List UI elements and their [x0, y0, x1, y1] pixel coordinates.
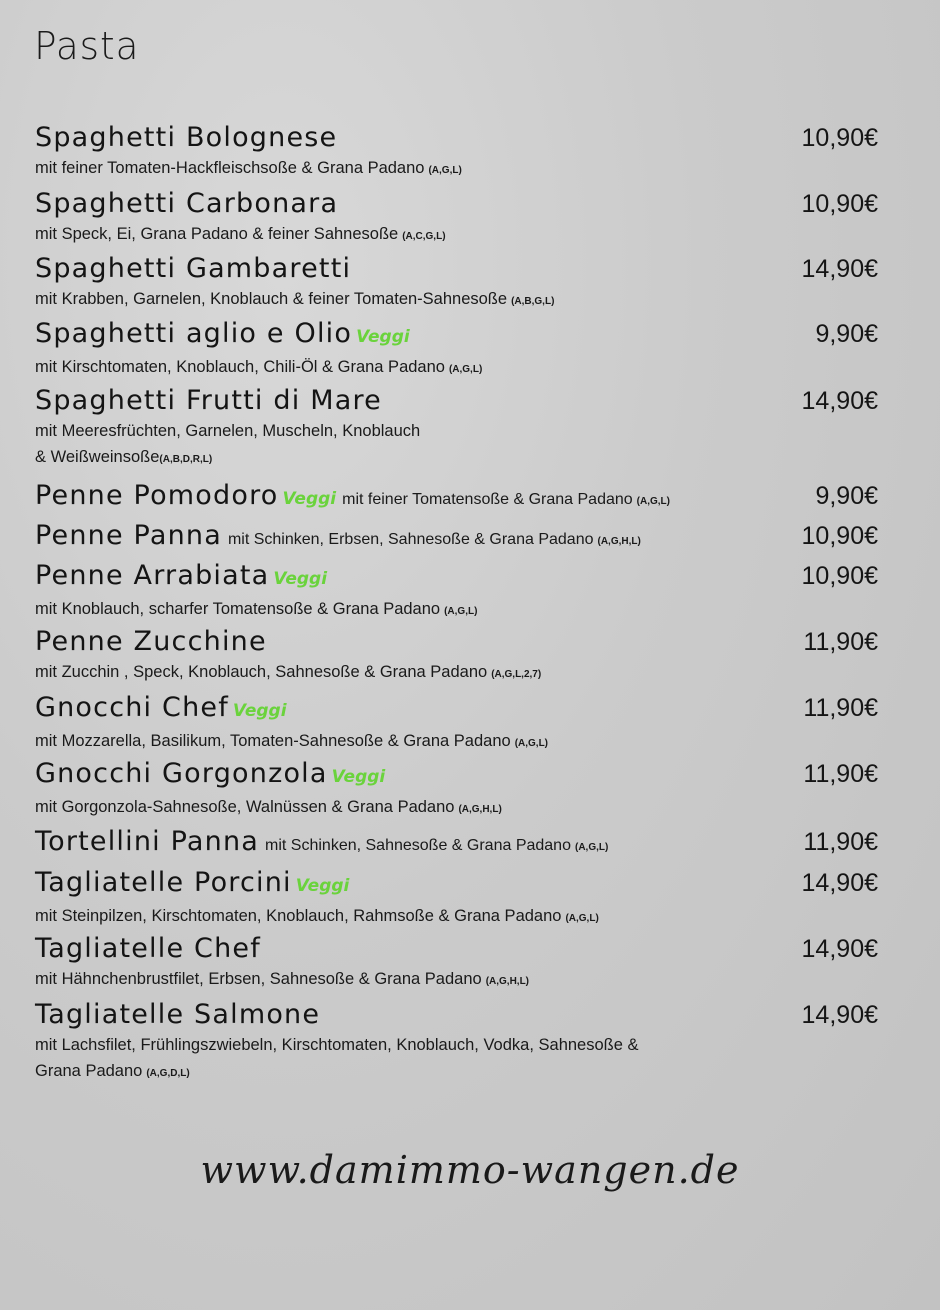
allergen-codes: (A,G,H,L): [458, 804, 502, 815]
allergen-codes: (A,C,G,L): [402, 231, 446, 242]
item-description: mit Schinken, Sahnesoße & Grana Padano: [265, 837, 571, 854]
veggi-badge: Veggi: [295, 876, 350, 896]
desc-text: mit Knoblauch, scharfer Tomatensoße & Grana Padano: [35, 600, 441, 618]
item-name: Tagliatelle Chef: [35, 933, 261, 964]
item-name: [35, 519, 880, 559]
allergen-codes: (A,G,L,2,7): [491, 669, 542, 680]
item-name: [35, 317, 880, 354]
desc-text: mit Krabben, Garnelen, Knoblauch & feiner Tomaten-Sahnesoße: [35, 290, 508, 308]
page-title: Pasta: [34, 24, 140, 68]
menu-item: [35, 252, 880, 315]
veggi-badge: Veggi: [232, 701, 287, 721]
item-price: 9,90€: [815, 320, 878, 348]
item-description: [35, 794, 880, 823]
allergen-codes: (A,G,L): [565, 913, 599, 924]
allergen-codes: (A,G,D,L): [146, 1068, 190, 1079]
menu-item: [35, 625, 880, 688]
item-name-text: Spaghetti aglio e Olio: [35, 318, 353, 349]
item-description: [35, 221, 880, 250]
desc-text: mit Zucchin , Speck, Knoblauch, Sahnesoße & Grana Padano: [35, 663, 488, 681]
veggi-badge: Veggi: [331, 767, 386, 787]
item-name: Spaghetti Frutti di Mare: [35, 385, 382, 416]
menu-item: [35, 757, 880, 823]
desc-text: mit feiner Tomaten-Hackfleischsoße & Grana Padano: [35, 159, 425, 177]
item-price: 11,90€: [803, 760, 878, 788]
allergen-codes: (A,G,H,L): [597, 536, 641, 547]
item-price: 14,90€: [801, 935, 878, 963]
desc-text: mit Gorgonzola-Sahnesoße, Walnüssen & Grana Padano: [35, 798, 455, 816]
item-name: Tagliatelle Salmone: [35, 999, 321, 1030]
item-description: [35, 966, 880, 995]
item-price: 10,90€: [801, 190, 878, 218]
item-description-line2: [35, 1058, 880, 1087]
item-name: Spaghetti Carbonara: [35, 188, 339, 219]
item-name-text: Penne Panna: [35, 520, 222, 551]
item-name-text: Penne Pomodoro: [35, 480, 279, 511]
allergen-codes: (A,G,L): [514, 738, 549, 749]
item-price: 11,90€: [803, 628, 878, 656]
allergen-codes: (A,G,L): [448, 364, 483, 375]
menu-item: [35, 187, 880, 250]
menu-item: [35, 479, 880, 519]
veggi-badge: Veggi: [273, 569, 328, 589]
item-description: mit feiner Tomatensoße & Grana Padano: [342, 491, 633, 508]
desc-text: & Weißweinsoße: [35, 448, 160, 466]
item-name-text: Tortellini Panna: [35, 826, 260, 857]
item-description: [35, 596, 880, 625]
item-description: [35, 728, 880, 757]
item-name: [35, 559, 880, 596]
menu-item: [35, 866, 880, 932]
item-price: 14,90€: [801, 1001, 878, 1029]
item-description: [35, 155, 880, 184]
item-price: 9,90€: [815, 482, 878, 510]
menu-item: [35, 825, 880, 865]
item-name: [35, 479, 880, 519]
allergen-codes: (A,G,L): [574, 842, 609, 853]
allergen-codes: (A,B,G,L): [511, 296, 555, 307]
menu-item: [35, 932, 880, 995]
desc-text: mit Hähnchenbrustfilet, Erbsen, Sahnesoße & Grana Padano: [35, 970, 482, 988]
desc-text: mit Speck, Ei, Grana Padano & feiner Sahnesoße: [35, 225, 399, 243]
item-price: 10,90€: [801, 124, 878, 152]
item-description: mit Meeresfrüchten, Garnelen, Muscheln, Knoblauch: [35, 422, 421, 440]
allergen-codes: (A,G,L): [636, 496, 670, 507]
website-url[interactable]: www.damimmo-wangen.de: [200, 1148, 740, 1192]
item-description: mit Schinken, Erbsen, Sahnesoße & Grana Padano: [227, 531, 594, 548]
item-price: 11,90€: [803, 694, 878, 722]
item-description: [35, 659, 880, 688]
menu-item: [35, 519, 880, 559]
item-name: [35, 757, 880, 794]
veggi-badge: Veggi: [356, 327, 410, 347]
item-name-text: Gnocchi Chef: [35, 692, 229, 723]
desc-text: mit Steinpilzen, Kirschtomaten, Knoblauch, Rahmsoße & Grana Padano: [35, 907, 562, 925]
item-name: [35, 691, 880, 728]
desc-text: mit Mozzarella, Basilikum, Tomaten-Sahnesoße & Grana Padano: [35, 732, 511, 750]
desc-text: Grana Padano: [35, 1062, 143, 1080]
item-name: Spaghetti Gambaretti: [35, 253, 352, 284]
item-name-text: Tagliatelle Porcini: [35, 867, 292, 898]
item-price: 10,90€: [801, 562, 878, 590]
item-price: 10,90€: [801, 522, 878, 550]
item-price: 11,90€: [803, 828, 878, 856]
item-price: 14,90€: [801, 869, 878, 897]
allergen-codes: (A,G,L): [444, 606, 478, 617]
menu-item: [35, 317, 880, 383]
menu-item: [35, 384, 880, 473]
item-name: [35, 866, 880, 903]
item-name: [35, 825, 880, 865]
item-description: [35, 903, 880, 932]
allergen-codes: (A,B,D,R,L): [159, 454, 213, 465]
allergen-codes: (A,G,L): [428, 165, 462, 176]
menu-item: [35, 121, 880, 184]
menu-item: [35, 691, 880, 757]
item-description: [35, 354, 880, 383]
veggi-badge: Veggi: [282, 489, 337, 509]
item-price: 14,90€: [801, 387, 878, 415]
desc-text: mit Kirschtomaten, Knoblauch, Chili-Öl & Grana Padano: [35, 358, 445, 376]
item-name-text: Gnocchi Gorgonzola: [35, 758, 328, 789]
item-price: 14,90€: [801, 255, 878, 283]
item-name-text: Penne Arrabiata: [35, 560, 270, 591]
menu-item: [35, 998, 880, 1087]
item-name: Spaghetti Bolognese: [35, 122, 338, 153]
item-name: Penne Zucchine: [35, 626, 267, 657]
allergen-codes: (A,G,H,L): [485, 976, 530, 987]
item-description-line2: [35, 444, 880, 473]
item-description: [35, 286, 880, 315]
item-description: mit Lachsfilet, Frühlingszwiebeln, Kirschtomaten, Knoblauch, Vodka, Sahnesoße &: [35, 1036, 639, 1054]
menu-item: [35, 559, 880, 625]
